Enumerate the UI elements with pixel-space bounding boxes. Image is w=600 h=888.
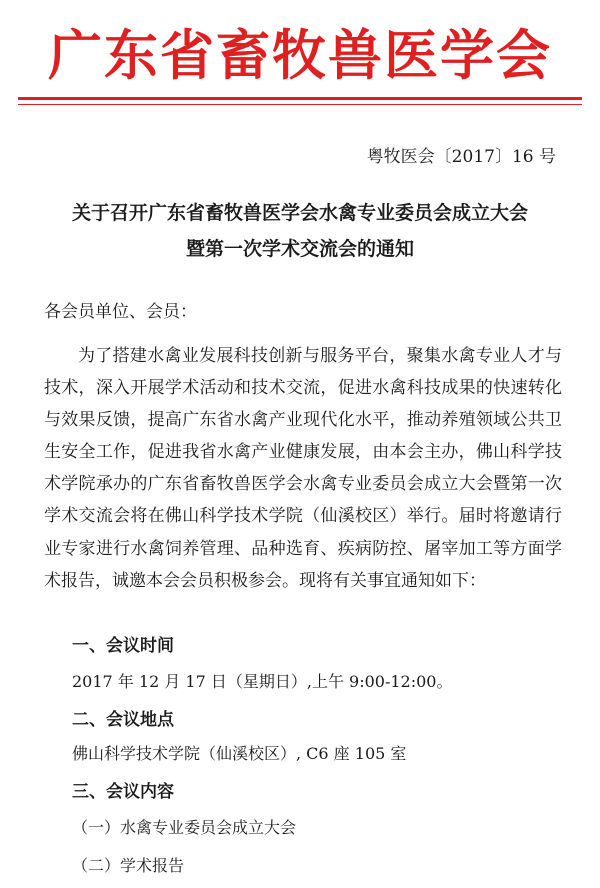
header-divider-thick — [18, 97, 582, 100]
notice-title-line-1: 关于召开广东省畜牧兽医学会水禽专业委员会成立大会 — [71, 202, 528, 224]
notice-title-line-2: 暨第一次学术交流会的通知 — [185, 238, 414, 260]
section-text-content-item-1: （一）水禽专业委员会成立大会 — [72, 818, 297, 837]
section-text-content-item-2: （二）学术报告 — [72, 856, 185, 875]
salutation: 各会员单位、会员： — [44, 302, 197, 322]
section-heading-meeting-content: 三、会议内容 — [72, 782, 174, 802]
section-text-meeting-time: 2017 年 12 月 17 日（星期日）,上午 9:00-12:00。 — [72, 672, 453, 691]
section-text-meeting-place: 佛山科学技术学院（仙溪校区）, C6 座 105 室 — [72, 744, 407, 763]
header-divider-thin — [18, 104, 582, 105]
section-heading-meeting-place: 二、会议地点 — [72, 710, 174, 730]
organization-header: 广东省畜牧兽医学会 — [48, 24, 552, 87]
document-number: 粤牧医会〔2017〕16 号 — [366, 147, 556, 167]
section-heading-meeting-time: 一、会议时间 — [72, 636, 174, 656]
body-paragraph: 为了搭建水禽业发展科技创新与服务平台，聚集水禽专业人才与技术，深入开展学术活动和技术交流，促进水禽科技成果的快速转化与效果反馈，提高广东省水禽产业现代化水平，推动养殖领域公共卫生安全工作，促进我省水禽产业健康发展，由本会主办，佛山科学技术学院承办的广东省畜牧兽医学会水禽专业委员会成立大会暨第一次学术交流会将在佛山科学技术学院（仙溪校区）举行。届时将邀请行业专家进行水禽饲养管理、品种选育、疾病防控、屠宰加工等方面学术报告，诚邀本会会员积极参会。现将有关事宜通知如下： — [44, 346, 562, 591]
